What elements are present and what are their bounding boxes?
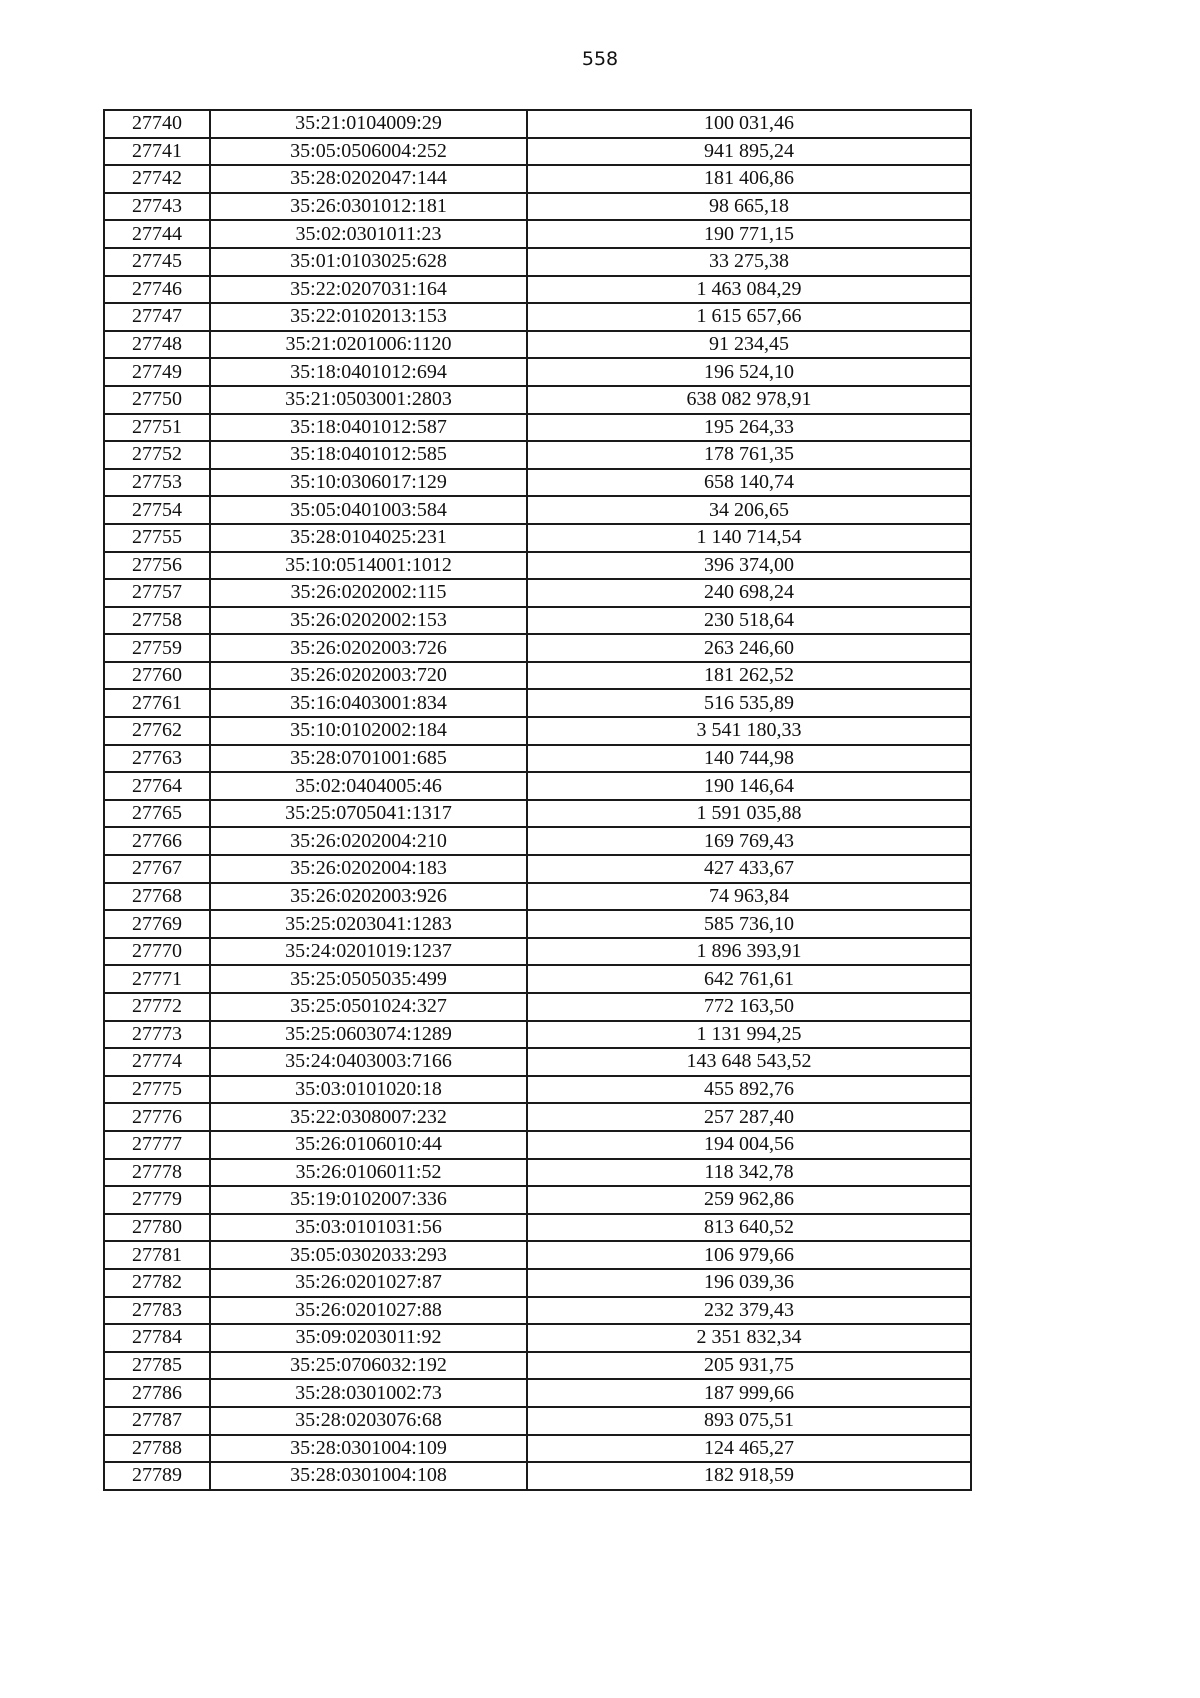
table-row bbox=[104, 1435, 971, 1463]
cadastral-number-cell: 35:21:0201006:1120 bbox=[210, 331, 527, 359]
row-number-cell: 27763 bbox=[104, 745, 210, 773]
cadastral-number-cell: 35:25:0705041:1317 bbox=[210, 800, 527, 828]
row-number-cell: 27769 bbox=[104, 910, 210, 938]
cadastral-value-cell: 140 744,98 bbox=[527, 745, 971, 773]
row-number-cell: 27772 bbox=[104, 993, 210, 1021]
table-row bbox=[104, 469, 971, 497]
table-row bbox=[104, 1131, 971, 1159]
row-number-cell: 27749 bbox=[104, 358, 210, 386]
row-number-cell: 27786 bbox=[104, 1379, 210, 1407]
table-row bbox=[104, 358, 971, 386]
cadastral-value-cell: 124 465,27 bbox=[527, 1435, 971, 1463]
cadastral-number-cell: 35:16:0403001:834 bbox=[210, 689, 527, 717]
table-body bbox=[104, 110, 971, 1490]
cadastral-number-cell: 35:28:0202047:144 bbox=[210, 165, 527, 193]
cadastral-number-cell: 35:28:0701001:685 bbox=[210, 745, 527, 773]
row-number-cell: 27754 bbox=[104, 496, 210, 524]
cadastral-value-cell: 1 896 393,91 bbox=[527, 938, 971, 966]
cadastral-number-cell: 35:26:0202003:720 bbox=[210, 662, 527, 690]
cadastral-value-cell: 1 591 035,88 bbox=[527, 800, 971, 828]
row-number-cell: 27758 bbox=[104, 607, 210, 635]
cadastral-value-cell: 169 769,43 bbox=[527, 827, 971, 855]
row-number-cell: 27768 bbox=[104, 883, 210, 911]
cadastral-number-cell: 35:02:0404005:46 bbox=[210, 772, 527, 800]
row-number-cell: 27777 bbox=[104, 1131, 210, 1159]
cadastral-value-cell: 2 351 832,34 bbox=[527, 1324, 971, 1352]
cadastral-number-cell: 35:26:0202004:183 bbox=[210, 855, 527, 883]
cadastral-value-cell: 196 524,10 bbox=[527, 358, 971, 386]
table-row bbox=[104, 1407, 971, 1435]
row-number-cell: 27762 bbox=[104, 717, 210, 745]
row-number-cell: 27766 bbox=[104, 827, 210, 855]
row-number-cell: 27764 bbox=[104, 772, 210, 800]
cadastral-value-cell: 1 140 714,54 bbox=[527, 524, 971, 552]
table-row bbox=[104, 1159, 971, 1187]
cadastral-number-cell: 35:03:0101020:18 bbox=[210, 1076, 527, 1104]
row-number-cell: 27751 bbox=[104, 414, 210, 442]
row-number-cell: 27783 bbox=[104, 1297, 210, 1325]
table-row bbox=[104, 910, 971, 938]
table-row bbox=[104, 1324, 971, 1352]
cadastral-number-cell: 35:28:0301004:108 bbox=[210, 1462, 527, 1490]
row-number-cell: 27761 bbox=[104, 689, 210, 717]
cadastral-number-cell: 35:26:0202002:115 bbox=[210, 579, 527, 607]
cadastral-number-cell: 35:21:0503001:2803 bbox=[210, 386, 527, 414]
table-row bbox=[104, 1241, 971, 1269]
cadastral-value-cell: 1 463 084,29 bbox=[527, 276, 971, 304]
row-number-cell: 27756 bbox=[104, 552, 210, 580]
table-row bbox=[104, 276, 971, 304]
cadastral-value-cell: 118 342,78 bbox=[527, 1159, 971, 1187]
table-row bbox=[104, 634, 971, 662]
cadastral-number-cell: 35:28:0104025:231 bbox=[210, 524, 527, 552]
cadastral-value-cell: 190 771,15 bbox=[527, 220, 971, 248]
cadastral-number-cell: 35:10:0102002:184 bbox=[210, 717, 527, 745]
table-row bbox=[104, 1462, 971, 1490]
cadastral-number-cell: 35:28:0203076:68 bbox=[210, 1407, 527, 1435]
page-number: 558 bbox=[581, 48, 619, 70]
row-number-cell: 27788 bbox=[104, 1435, 210, 1463]
table-row bbox=[104, 1297, 971, 1325]
cadastral-value-cell: 205 931,75 bbox=[527, 1352, 971, 1380]
cadastral-number-cell: 35:10:0306017:129 bbox=[210, 469, 527, 497]
cadastral-number-cell: 35:25:0603074:1289 bbox=[210, 1021, 527, 1049]
table-row bbox=[104, 938, 971, 966]
table-row bbox=[104, 827, 971, 855]
table-row bbox=[104, 441, 971, 469]
cadastral-number-cell: 35:26:0201027:88 bbox=[210, 1297, 527, 1325]
cadastral-number-cell: 35:10:0514001:1012 bbox=[210, 552, 527, 580]
table-row bbox=[104, 662, 971, 690]
row-number-cell: 27779 bbox=[104, 1186, 210, 1214]
cadastral-number-cell: 35:28:0301004:109 bbox=[210, 1435, 527, 1463]
row-number-cell: 27744 bbox=[104, 220, 210, 248]
cadastral-number-cell: 35:26:0301012:181 bbox=[210, 193, 527, 221]
cadastral-value-cell: 194 004,56 bbox=[527, 1131, 971, 1159]
cadastral-number-cell: 35:02:0301011:23 bbox=[210, 220, 527, 248]
cadastral-value-cell: 427 433,67 bbox=[527, 855, 971, 883]
cadastral-number-cell: 35:26:0106011:52 bbox=[210, 1159, 527, 1187]
table-row bbox=[104, 165, 971, 193]
cadastral-value-cell: 181 262,52 bbox=[527, 662, 971, 690]
row-number-cell: 27743 bbox=[104, 193, 210, 221]
table-row bbox=[104, 1076, 971, 1104]
table-row bbox=[104, 1214, 971, 1242]
cadastral-value-cell: 143 648 543,52 bbox=[527, 1048, 971, 1076]
cadastral-value-cell: 74 963,84 bbox=[527, 883, 971, 911]
row-number-cell: 27780 bbox=[104, 1214, 210, 1242]
cadastral-value-cell: 232 379,43 bbox=[527, 1297, 971, 1325]
table-row bbox=[104, 496, 971, 524]
cadastral-number-cell: 35:05:0506004:252 bbox=[210, 138, 527, 166]
row-number-cell: 27746 bbox=[104, 276, 210, 304]
row-number-cell: 27787 bbox=[104, 1407, 210, 1435]
cadastral-value-cell: 263 246,60 bbox=[527, 634, 971, 662]
row-number-cell: 27752 bbox=[104, 441, 210, 469]
cadastral-number-cell: 35:18:0401012:585 bbox=[210, 441, 527, 469]
row-number-cell: 27784 bbox=[104, 1324, 210, 1352]
table-row bbox=[104, 303, 971, 331]
row-number-cell: 27750 bbox=[104, 386, 210, 414]
cadastral-value-cell: 1 615 657,66 bbox=[527, 303, 971, 331]
cadastral-number-cell: 35:09:0203011:92 bbox=[210, 1324, 527, 1352]
row-number-cell: 27757 bbox=[104, 579, 210, 607]
cadastral-number-cell: 35:21:0104009:29 bbox=[210, 110, 527, 138]
row-number-cell: 27776 bbox=[104, 1103, 210, 1131]
cadastral-number-cell: 35:26:0202003:926 bbox=[210, 883, 527, 911]
cadastral-value-cell: 257 287,40 bbox=[527, 1103, 971, 1131]
cadastral-number-cell: 35:22:0308007:232 bbox=[210, 1103, 527, 1131]
cadastral-value-table bbox=[103, 109, 972, 1491]
cadastral-number-cell: 35:28:0301002:73 bbox=[210, 1379, 527, 1407]
row-number-cell: 27782 bbox=[104, 1269, 210, 1297]
table-row bbox=[104, 745, 971, 773]
cadastral-value-cell: 658 140,74 bbox=[527, 469, 971, 497]
row-number-cell: 27755 bbox=[104, 524, 210, 552]
cadastral-value-cell: 34 206,65 bbox=[527, 496, 971, 524]
table-row bbox=[104, 1352, 971, 1380]
table-row bbox=[104, 772, 971, 800]
row-number-cell: 27740 bbox=[104, 110, 210, 138]
cadastral-value-cell: 1 131 994,25 bbox=[527, 1021, 971, 1049]
cadastral-value-cell: 240 698,24 bbox=[527, 579, 971, 607]
table-row bbox=[104, 965, 971, 993]
table-row bbox=[104, 386, 971, 414]
cadastral-number-cell: 35:19:0102007:336 bbox=[210, 1186, 527, 1214]
row-number-cell: 27771 bbox=[104, 965, 210, 993]
cadastral-number-cell: 35:18:0401012:694 bbox=[210, 358, 527, 386]
cadastral-value-cell: 259 962,86 bbox=[527, 1186, 971, 1214]
cadastral-value-cell: 181 406,86 bbox=[527, 165, 971, 193]
cadastral-number-cell: 35:18:0401012:587 bbox=[210, 414, 527, 442]
cadastral-number-cell: 35:01:0103025:628 bbox=[210, 248, 527, 276]
row-number-cell: 27748 bbox=[104, 331, 210, 359]
cadastral-number-cell: 35:26:0106010:44 bbox=[210, 1131, 527, 1159]
table-row bbox=[104, 607, 971, 635]
cadastral-value-cell: 196 039,36 bbox=[527, 1269, 971, 1297]
cadastral-value-cell: 190 146,64 bbox=[527, 772, 971, 800]
table-row bbox=[104, 883, 971, 911]
table-row bbox=[104, 248, 971, 276]
cadastral-number-cell: 35:05:0401003:584 bbox=[210, 496, 527, 524]
table-row bbox=[104, 1021, 971, 1049]
cadastral-number-cell: 35:03:0101031:56 bbox=[210, 1214, 527, 1242]
row-number-cell: 27741 bbox=[104, 138, 210, 166]
cadastral-number-cell: 35:24:0403003:7166 bbox=[210, 1048, 527, 1076]
table-row bbox=[104, 552, 971, 580]
cadastral-value-cell: 100 031,46 bbox=[527, 110, 971, 138]
cadastral-value-cell: 3 541 180,33 bbox=[527, 717, 971, 745]
row-number-cell: 27747 bbox=[104, 303, 210, 331]
row-number-cell: 27773 bbox=[104, 1021, 210, 1049]
row-number-cell: 27745 bbox=[104, 248, 210, 276]
cadastral-value-cell: 106 979,66 bbox=[527, 1241, 971, 1269]
cadastral-value-cell: 98 665,18 bbox=[527, 193, 971, 221]
cadastral-value-cell: 585 736,10 bbox=[527, 910, 971, 938]
table-row bbox=[104, 579, 971, 607]
row-number-cell: 27781 bbox=[104, 1241, 210, 1269]
table-row bbox=[104, 524, 971, 552]
table-row bbox=[104, 1103, 971, 1131]
cadastral-value-cell: 642 761,61 bbox=[527, 965, 971, 993]
cadastral-value-cell: 182 918,59 bbox=[527, 1462, 971, 1490]
table-row bbox=[104, 993, 971, 1021]
cadastral-value-cell: 195 264,33 bbox=[527, 414, 971, 442]
cadastral-number-cell: 35:05:0302033:293 bbox=[210, 1241, 527, 1269]
table-row bbox=[104, 855, 971, 883]
table-row bbox=[104, 1048, 971, 1076]
row-number-cell: 27760 bbox=[104, 662, 210, 690]
cadastral-value-cell: 230 518,64 bbox=[527, 607, 971, 635]
cadastral-value-cell: 187 999,66 bbox=[527, 1379, 971, 1407]
row-number-cell: 27789 bbox=[104, 1462, 210, 1490]
row-number-cell: 27753 bbox=[104, 469, 210, 497]
cadastral-value-cell: 516 535,89 bbox=[527, 689, 971, 717]
cadastral-value-cell: 638 082 978,91 bbox=[527, 386, 971, 414]
row-number-cell: 27765 bbox=[104, 800, 210, 828]
cadastral-value-cell: 178 761,35 bbox=[527, 441, 971, 469]
table-row bbox=[104, 1186, 971, 1214]
table-row bbox=[104, 717, 971, 745]
row-number-cell: 27785 bbox=[104, 1352, 210, 1380]
cadastral-number-cell: 35:22:0102013:153 bbox=[210, 303, 527, 331]
row-number-cell: 27767 bbox=[104, 855, 210, 883]
cadastral-number-cell: 35:25:0203041:1283 bbox=[210, 910, 527, 938]
table-row bbox=[104, 331, 971, 359]
cadastral-number-cell: 35:26:0202004:210 bbox=[210, 827, 527, 855]
row-number-cell: 27759 bbox=[104, 634, 210, 662]
cadastral-value-cell: 941 895,24 bbox=[527, 138, 971, 166]
cadastral-number-cell: 35:26:0201027:87 bbox=[210, 1269, 527, 1297]
table-row bbox=[104, 1379, 971, 1407]
table-row bbox=[104, 193, 971, 221]
cadastral-number-cell: 35:24:0201019:1237 bbox=[210, 938, 527, 966]
cadastral-number-cell: 35:25:0505035:499 bbox=[210, 965, 527, 993]
cadastral-number-cell: 35:25:0501024:327 bbox=[210, 993, 527, 1021]
cadastral-number-cell: 35:25:0706032:192 bbox=[210, 1352, 527, 1380]
row-number-cell: 27775 bbox=[104, 1076, 210, 1104]
cadastral-value-cell: 91 234,45 bbox=[527, 331, 971, 359]
row-number-cell: 27770 bbox=[104, 938, 210, 966]
cadastral-number-cell: 35:26:0202003:726 bbox=[210, 634, 527, 662]
table-row bbox=[104, 689, 971, 717]
cadastral-value-cell: 455 892,76 bbox=[527, 1076, 971, 1104]
cadastral-value-cell: 772 163,50 bbox=[527, 993, 971, 1021]
table-row bbox=[104, 1269, 971, 1297]
row-number-cell: 27778 bbox=[104, 1159, 210, 1187]
cadastral-number-cell: 35:26:0202002:153 bbox=[210, 607, 527, 635]
cadastral-value-cell: 893 075,51 bbox=[527, 1407, 971, 1435]
table-row bbox=[104, 220, 971, 248]
table-row bbox=[104, 414, 971, 442]
cadastral-value-cell: 813 640,52 bbox=[527, 1214, 971, 1242]
cadastral-number-cell: 35:22:0207031:164 bbox=[210, 276, 527, 304]
row-number-cell: 27742 bbox=[104, 165, 210, 193]
cadastral-value-cell: 33 275,38 bbox=[527, 248, 971, 276]
table-row bbox=[104, 800, 971, 828]
table-row bbox=[104, 110, 971, 138]
table-row bbox=[104, 138, 971, 166]
row-number-cell: 27774 bbox=[104, 1048, 210, 1076]
cadastral-value-cell: 396 374,00 bbox=[527, 552, 971, 580]
